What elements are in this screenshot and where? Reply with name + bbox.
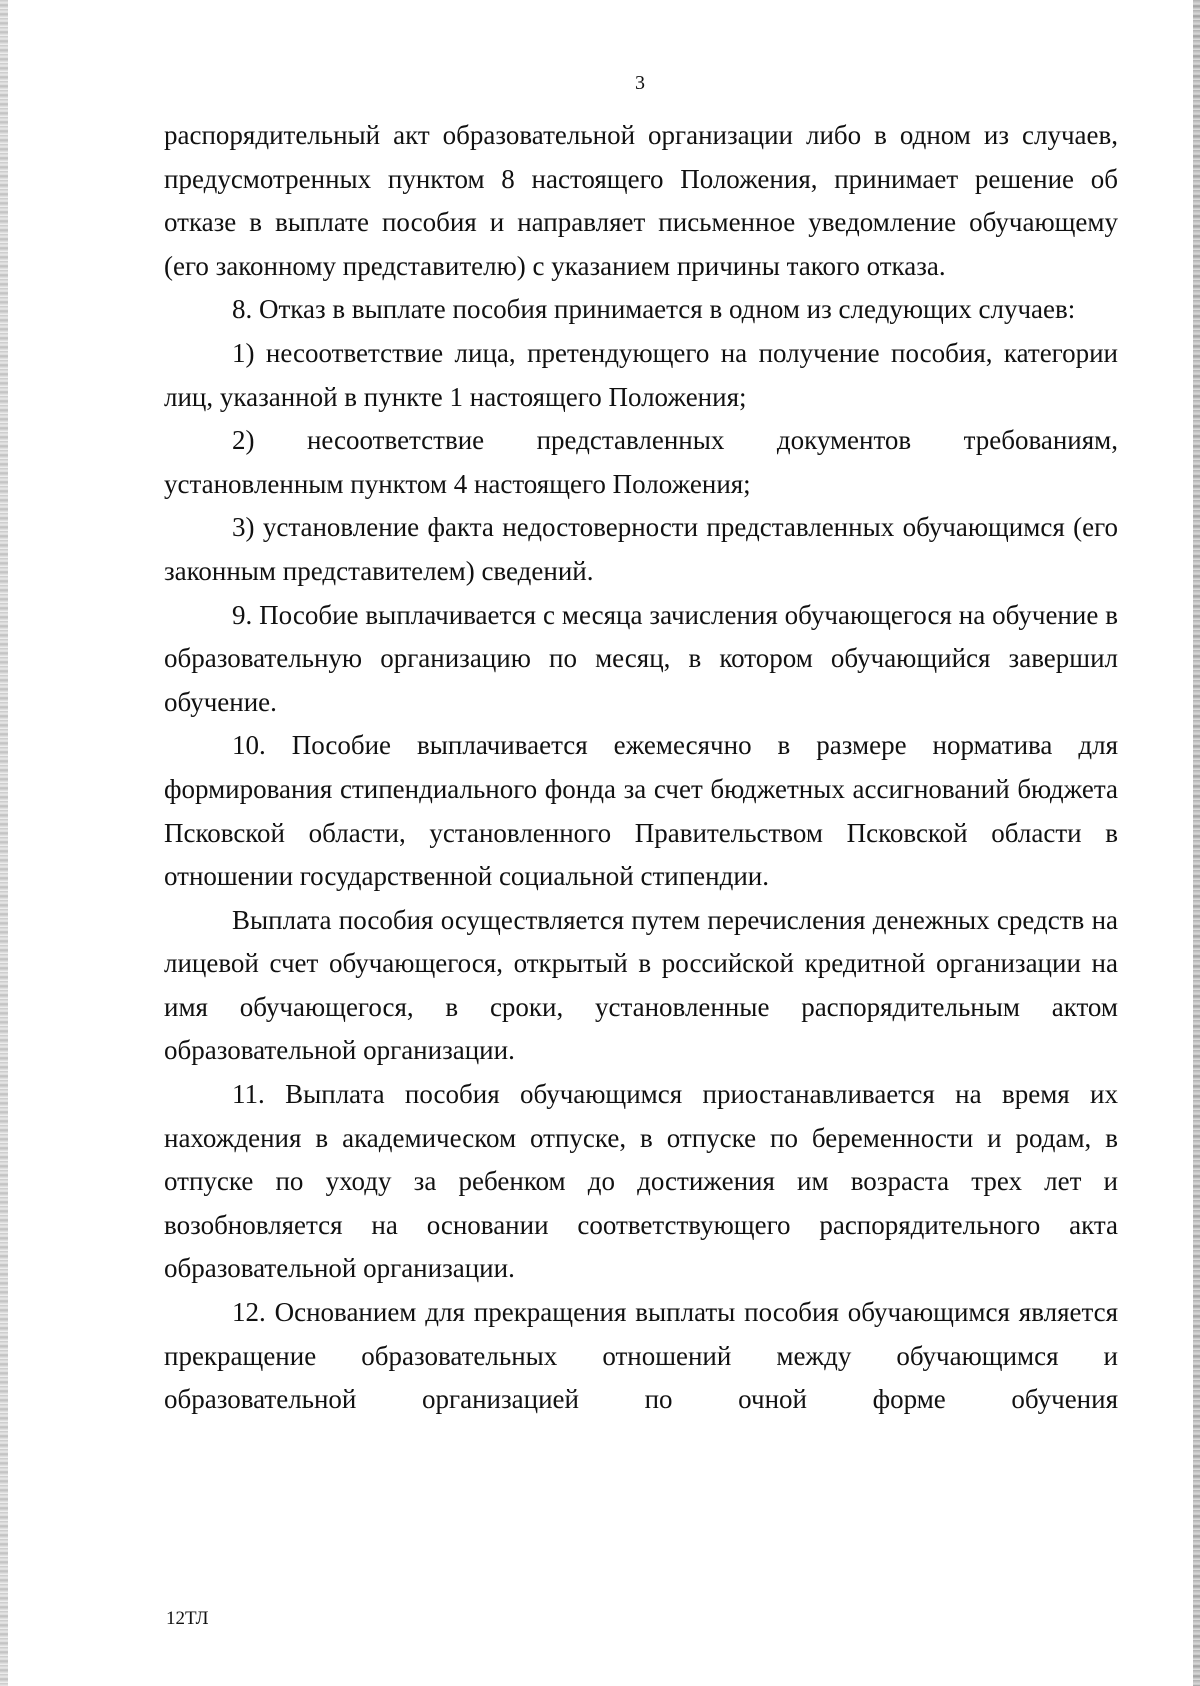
paragraph-item-11: 11. Выплата пособия обучающимся приостанавливается на время их нахождения в академическом отпуске, в отпуске по беременности и родам, в отпуске по уходу за ребенком до достижения им возраста трех лет и возобновляется на основании соответствующего распорядительного акта образовательной организации.: [164, 1079, 1118, 1284]
subitem-8-1: 1) несоответствие лица, претендующего на получение пособия, категории лиц, указанной в пункте 1 настоящего Положения;: [164, 337, 1118, 412]
subitem-8-2: 2) несоответствие представленных документов требованиям, установленным пунктом 4 настоящего Положения;: [164, 425, 1118, 499]
paragraph-continuation: распорядительный акт образовательной организации либо в одном из случаев, предусмотренных пунктом 8 настоящего Положения, принимает решение об отказе в выплате пособия и направляет письменное уведомление обучающему (его законному представителю) с указанием причины такого отказа.: [164, 120, 1118, 281]
page-number: 3: [635, 72, 645, 94]
document-body: [164, 114, 1118, 1422]
paragraph-item-9: 9. Пособие выплачивается с месяца зачисления обучающегося на обучение в образовательную организацию по месяц, в котором обучающийся завершил обучение.: [164, 599, 1118, 717]
scan-edge-left: [0, 0, 8, 1686]
paragraph-item-8: 8. Отказ в выплате пособия принимается в одном из следующих случаев:: [232, 294, 1076, 325]
paragraph-item-10: 10. Пособие выплачивается ежемесячно в размере норматива для формирования стипендиального фонда за счет бюджетных ассигнований бюджета Псковской области, установленного Правительством Псковской области в отношении государственной социальной стипендии.: [164, 730, 1118, 892]
footer-code: 12ТЛ: [166, 1608, 209, 1629]
scan-edge-right: [1193, 0, 1200, 1686]
subitem-8-3: 3) установление факта недостоверности представленных обучающимся (его законным представителем) сведений.: [164, 512, 1118, 586]
paragraph-payment-method: Выплата пособия осуществляется путем перечисления денежных средств на лицевой счет обучающегося, открытый в российской кредитной организации на имя обучающегося, в сроки, установленные распорядительным актом образовательной организации.: [164, 904, 1118, 1066]
paragraph-item-12: 12. Основанием для прекращения выплаты пособия обучающимся является прекращение образовательных отношений между обучающимся и образовательной организацией по очной форме обучения: [164, 1297, 1118, 1415]
